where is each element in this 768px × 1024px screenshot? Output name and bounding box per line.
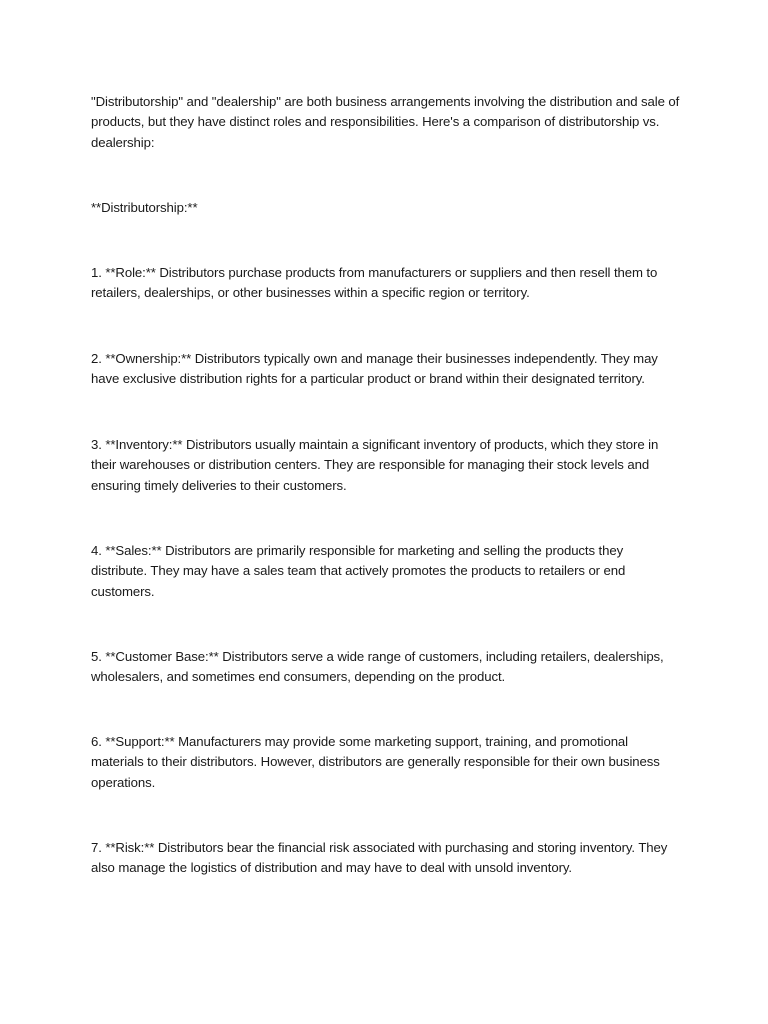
list-item-customer-base: 5. **Customer Base:** Distributors serve a wide range of customers, including retailers, dealerships, wholesalers, and sometimes end consumers, depending on the product. <box>91 649 664 685</box>
section-heading: **Distributorship:** <box>91 200 198 215</box>
list-item-ownership: 2. **Ownership:** Distributors typically own and manage their businesses independently. They may have exclusive distribution rights for a particular product or brand within their designated territory. <box>91 351 658 387</box>
list-item-risk: 7. **Risk:** Distributors bear the financial risk associated with purchasing and storing inventory. They also manage the logistics of distribution and may have to deal with unsold inventory. <box>91 840 668 876</box>
list-item-inventory: 3. **Inventory:** Distributors usually maintain a significant inventory of products, which they store in their warehouses or distribution centers. They are responsible for managing their stock levels and ensuring timely deliveries to their customers. <box>91 437 659 493</box>
intro-paragraph: "Distributorship" and "dealership" are both business arrangements involving the distribution and sale of products, but they have distinct roles and responsibilities. Here's a comparison of distributorship vs. dealership: <box>91 94 680 150</box>
list-item-role: 1. **Role:** Distributors purchase products from manufacturers or suppliers and then resell them to retailers, dealerships, or other businesses within a specific region or territory. <box>91 265 658 301</box>
list-item-sales: 4. **Sales:** Distributors are primarily responsible for marketing and selling the products they distribute. They may have a sales team that actively promotes the products to retailers or end customers. <box>91 543 626 599</box>
list-item-support: 6. **Support:** Manufacturers may provide some marketing support, training, and promotional materials to their distributors. However, distributors are generally responsible for their own business operations. <box>91 734 660 790</box>
